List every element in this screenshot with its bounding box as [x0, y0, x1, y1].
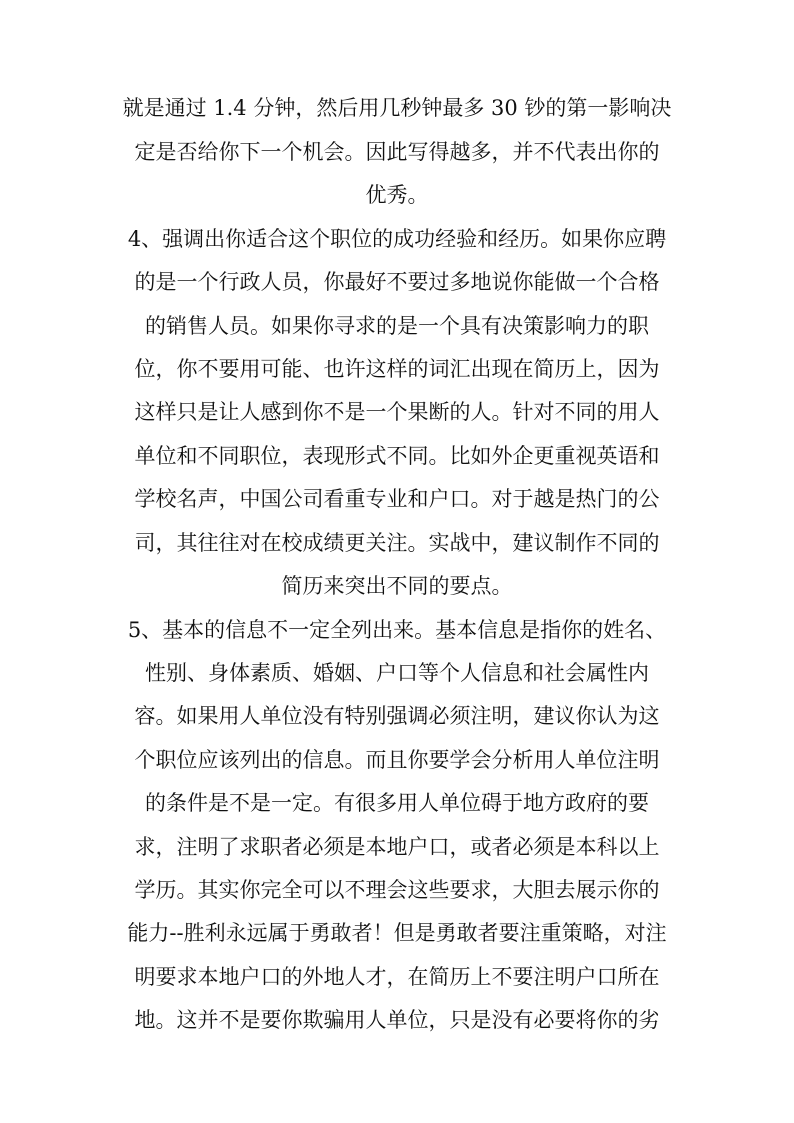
text-line: 司，其往往对在校成绩更关注。实战中，建议制作不同的 — [134, 531, 660, 555]
text-line: 的销售人员。如果你寻求的是一个具有决策影响力的职 — [145, 314, 649, 338]
text-line: 性别、身体素质、婚姻、户口等个人信息和社会属性内 — [145, 661, 649, 685]
text-line: 学历。其实你完全可以不理会这些要求，大胆去展示你的 — [134, 878, 660, 902]
text-line: 能力--胜利永远属于勇敢者！但是勇敢者要注重策略，对注 — [127, 921, 667, 945]
text-line: 明要求本地户口的外地人才，在简历上不要注明户口所在 — [134, 965, 660, 989]
text-line: 个职位应该列出的信息。而且你要学会分析用人单位注明 — [134, 748, 660, 772]
text-line: 定是否给你下一个机会。因此写得越多，并不代表出你的 — [134, 140, 660, 164]
text-line: 单位和不同职位，表现形式不同。比如外企更重视英语和 — [134, 444, 660, 468]
text-line: 就是通过 1.4 分钟，然后用几秒钟最多 30 钞的第一影响决 — [122, 96, 672, 120]
text-line: 容。如果用人单位没有特别强调必须注明，建议你认为这 — [134, 704, 660, 728]
text-line: 这样只是让人感到你不是一个果断的人。针对不同的用人 — [134, 400, 660, 424]
text-line: 优秀。 — [365, 183, 429, 207]
text-line: 地。这并不是要你欺骗用人单位，只是没有必要将你的劣 — [134, 1008, 660, 1032]
text-line: 位，你不要用可能、也许这样的词汇出现在简历上，因为 — [134, 357, 660, 381]
text-line: 5、基本的信息不一定全列出来。基本信息是指你的姓名、 — [127, 618, 667, 642]
text-line: 4、强调出你适合这个职位的成功经验和经历。如果你应聘 — [127, 227, 667, 251]
text-line: 求，注明了求职者必须是本地户口，或者必须是本科以上 — [134, 835, 660, 859]
text-line: 学校名声，中国公司看重专业和户口。对于越是热门的公 — [134, 487, 660, 511]
text-line: 的条件是不是一定。有很多用人单位碍于地方政府的要 — [145, 791, 649, 815]
text-line: 的是一个行政人员，你最好不要过多地说你能做一个合格 — [134, 270, 660, 294]
text-line: 简历来突出不同的要点。 — [281, 574, 513, 598]
